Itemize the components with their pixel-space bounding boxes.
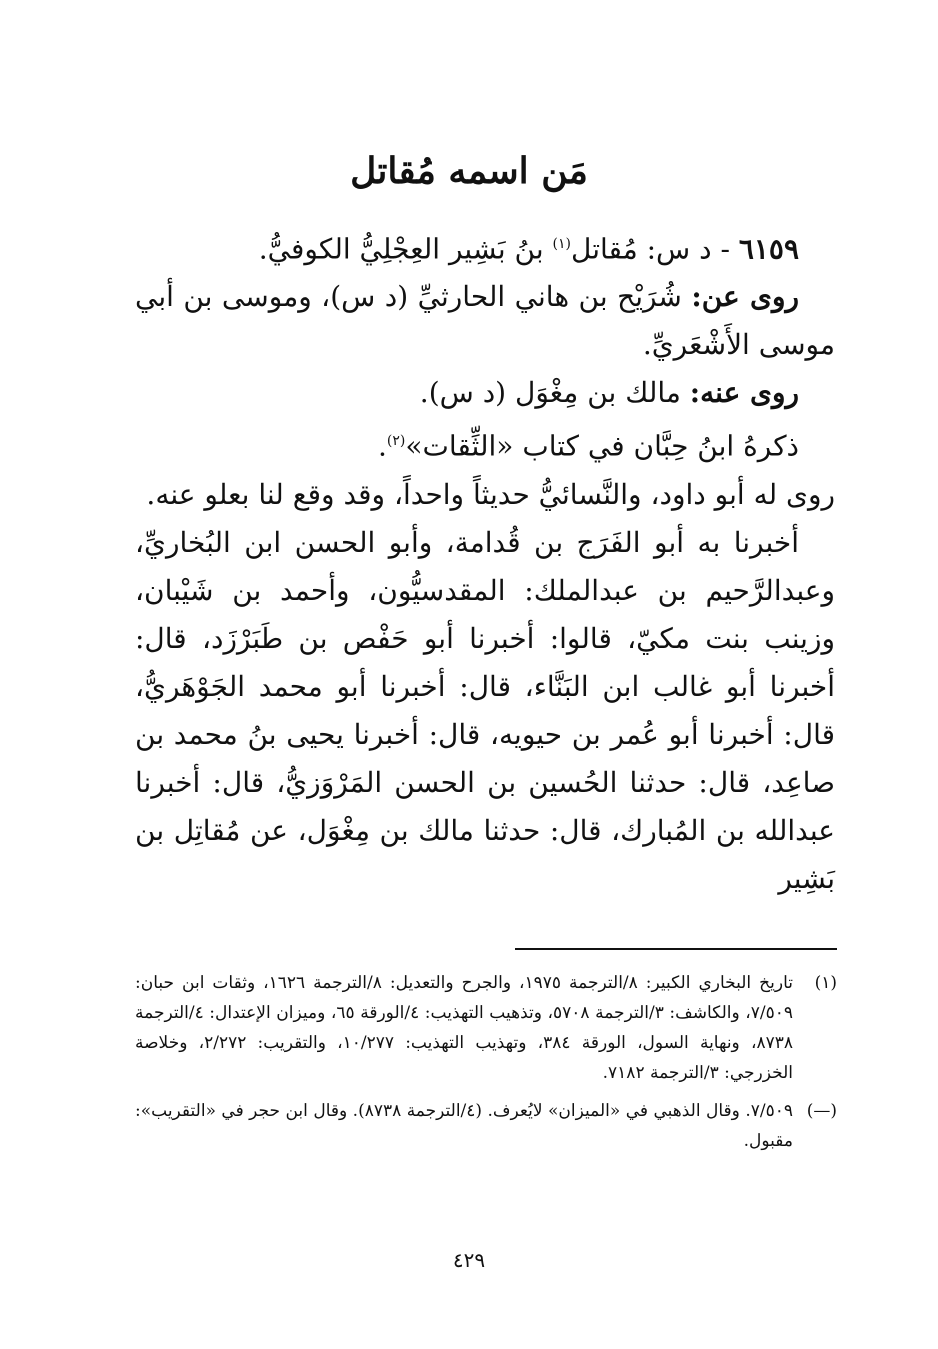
section-heading: مَن اسمه مُقاتل bbox=[350, 150, 588, 192]
footnote-marker: (—) bbox=[806, 1101, 837, 1121]
footnote-1 bbox=[135, 968, 837, 1088]
entry-header-rest: بنُ بَشِير العِجْلِيُّ الكوفيُّ. bbox=[258, 232, 553, 266]
narrated-from-text: شُرَيْح بن هاني الحارثيِّ (د س)، وموسى بن أبي موسى الأَشْعَريِّ. bbox=[135, 280, 835, 362]
footnote-2 bbox=[135, 1096, 837, 1156]
entry-body bbox=[135, 220, 835, 903]
narrated-by-label: روى عنه: bbox=[689, 376, 799, 410]
narrated-from-label: روى عن: bbox=[691, 280, 799, 314]
page-number: ٤٢٩ bbox=[452, 1248, 486, 1272]
mention bbox=[135, 417, 835, 470]
entry-header bbox=[135, 220, 835, 273]
mention-text: ذكرهُ ابنُ حِبَّان في كتاب «الثِّقات» bbox=[405, 429, 799, 463]
mention-end: . bbox=[377, 429, 387, 463]
footnote-marker: (١) bbox=[814, 973, 837, 993]
footnote-divider bbox=[515, 948, 837, 950]
narrated-by-text: مالك بن مِغْوَل (د س). bbox=[419, 376, 690, 410]
footnote-ref-1: (١) bbox=[552, 236, 571, 252]
entry-header-text: - د س: مُقاتل bbox=[571, 232, 739, 266]
footnote-text: تاريخ البخاري الكبير: ٨/الترجمة ١٩٧٥، والجرح والتعديل: ٨/الترجمة ١٦٢٦، وثقات ابن حبان: ٧/٥٠٩، والكاشف: ٣/الترجمة ٥٧٠٨، وتذهيب التهذيب: ٤/الورقة ٦٥، وميزان الإعتدال: ٤/الترجمة ٨٧٣٨، ونهاية السول، الورقة ٣٨٤، وتهذيب التهذيب: ١٠/٢٧٧، والتقريب: ٢/٢٧٢، وخلاصة الخزرجي: ٣/الترجمة ٧١٨٢. bbox=[135, 973, 793, 1083]
isnad-paragraph: أخبرنا به أبو الفَرَج بن قُدامة، وأبو الحسن ابن البُخاريِّ، وعبدالرَّحيم بن عبدالملك: المقدسيُّون، وأحمد بن شَيْبان، وزينب بنت مكيّ، قالوا: أخبرنا أبو حَفْص بن طَبَرْزَد، قال: أخبرنا أبو غالب ابن البَنَّاء، قال: أخبرنا أبو محمد الجَوْهَريُّ، قال: أخبرنا أبو عُمر بن حيويه، قال: أخبرنا يحيى بنُ محمد بن صاعِد، قال: حدثنا الحُسين بن الحسن المَرْوَزيُّ، قال: أخبرنا عبدالله بن المُبارك، قال: حدثنا مالك بن مِغْوَل، عن مُقاتِل بن بَشِير bbox=[135, 525, 835, 895]
footnote-text: ٧/٥٠٩. وقال الذهبي في «الميزان» لايُعرف. (٤/الترجمة ٨٧٣٨). وقال ابن حجر في «التقريب»: مقبول. bbox=[135, 1101, 793, 1151]
footnote-ref-2: (٢) bbox=[386, 433, 406, 450]
entry-number: ٦١٥٩ bbox=[738, 232, 799, 266]
footnotes bbox=[135, 968, 837, 1164]
narration-note: روى له أبو داود، والنَّسائيُّ حديثاً واحداً، وقد وقع لنا بعلو عنه. bbox=[146, 477, 835, 511]
narrated-by bbox=[135, 369, 835, 417]
narrated-from bbox=[135, 273, 835, 369]
